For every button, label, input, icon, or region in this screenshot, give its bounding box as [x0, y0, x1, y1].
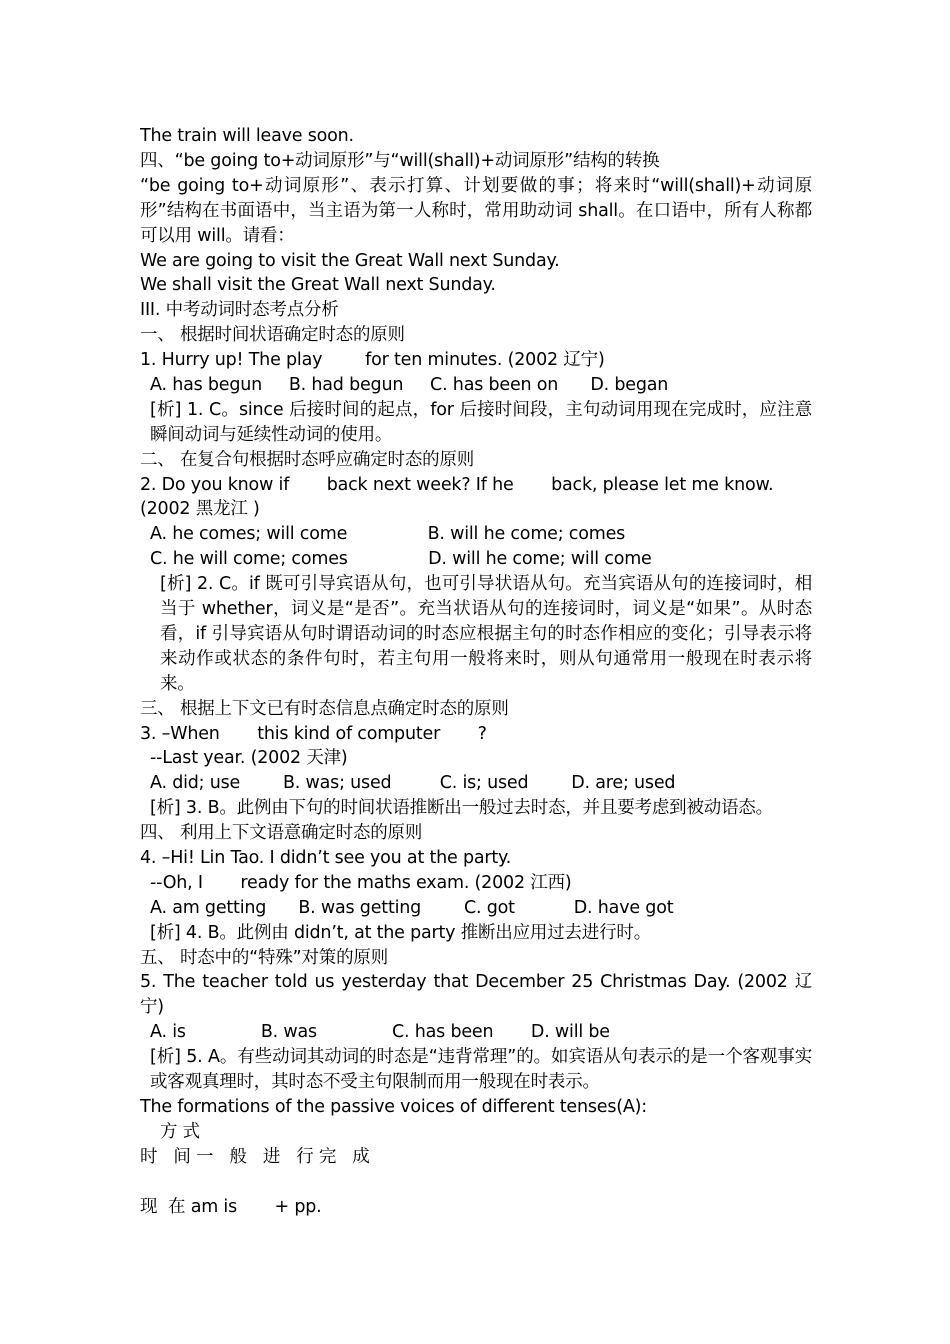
table-row: 现 在 am is + pp.	[140, 1196, 322, 1217]
text-line: The train will leave soon.	[140, 126, 354, 146]
analysis-paragraph: [析] 1. C。since 后接时间的起点，for 后接时间段，主句动词用现在完成时，应注意瞬间动词与延续性动词的使用。	[150, 399, 812, 445]
example-sentence: We are going to visit the Great Wall next Sunday.	[140, 250, 560, 271]
paragraph: “be going to+动词原形”、表示打算、计划要做的事；将来时“will(shall)+动词原形”结构在书面语中，当主语为第一人称时，常用助动词 shall。在口语中，所有人称都可以用 will。请看：	[140, 175, 812, 246]
analysis-paragraph: [析] 5. A。有些动词其动词的时态是“违背常理”的。如宾语从句表示的是一个客观事实或客观真理时，其时态不受主句限制而用一般现在时表示。	[150, 1047, 812, 1093]
answer-options: A. did; use B. was; used C. is; used D. are; used	[150, 773, 676, 794]
subsection-heading: 一、 根据时间状语确定时态的原则	[140, 325, 405, 346]
subsection-heading: 三、 根据上下文已有时态信息点确定时态的原则	[140, 698, 509, 719]
table-header-row: 时 间 一 般 进 行 完 成	[140, 1146, 370, 1167]
document-page	[140, 124, 812, 1219]
answer-options: A. is B. was C. has been D. will be	[150, 1022, 610, 1043]
analysis-line: [析] 4. B。此例由 didn’t, at the party 推断出应用过去进行时。	[150, 922, 652, 943]
section-heading: 四、“be going to+动词原形”与“will(shall)+动词原形”结构的转换	[140, 150, 660, 171]
table-caption: The formations of the passive voices of different tenses(A):	[140, 1096, 647, 1117]
answer-options: A. am getting B. was getting C. got D. have got	[150, 897, 674, 918]
analysis-paragraph: [析] 2. C。if 既可引导宾语从句，也可引导状语从句。充当宾语从句的连接词时，相当于 whether，词义是“是否”。充当状语从句的连接词时，词义是“如果”。从时态看，if 引导宾语从句时谓语动词的时态应根据主句的时态作相应的变化；引导表示将来动作或状态的条件句时，若主句用一般将来时，则从句通常用一般现在时表示将来。	[160, 574, 812, 694]
question-source: (2002 黑龙江 )	[140, 499, 260, 520]
question: 4. –Hi! Lin Tao. I didn’t see you at the party.	[140, 847, 512, 868]
answer-options: C. he will come; comes D. will he come; will come	[150, 549, 652, 570]
question: 1. Hurry up! The play for ten minutes. (2002 辽宁)	[140, 350, 605, 371]
example-sentence: We shall visit the Great Wall next Sunday.	[140, 275, 496, 296]
answer-options: A. has begun B. had begun C. has been on D. began	[150, 374, 669, 395]
question-line: --Last year. (2002 天津)	[150, 748, 348, 769]
subsection-heading: 二、 在复合句根据时态呼应确定时态的原则	[140, 449, 475, 470]
question: 3. –When this kind of computer ?	[140, 723, 487, 744]
section-heading: III. 中考动词时态考点分析	[140, 300, 339, 321]
question: 5. The teacher told us yesterday that December 25 Christmas Day. (2002 辽宁)	[140, 972, 812, 1018]
answer-options: A. he comes; will come B. will he come; comes	[150, 524, 626, 545]
blank-line	[140, 1170, 812, 1195]
table-header-cell: 方 式	[160, 1121, 200, 1142]
subsection-heading: 四、 利用上下文语意确定时态的原则	[140, 823, 423, 844]
question-line: --Oh, I ready for the maths exam. (2002 江西)	[150, 872, 572, 893]
subsection-heading: 五、 时态中的“特殊”对策的原则	[140, 947, 388, 968]
question: 2. Do you know if back next week? If he back, please let me know.	[140, 474, 774, 495]
analysis-line: [析] 3. B。此例由下句的时间状语推断出一般过去时态，并且要考虑到被动语态。	[150, 798, 773, 819]
